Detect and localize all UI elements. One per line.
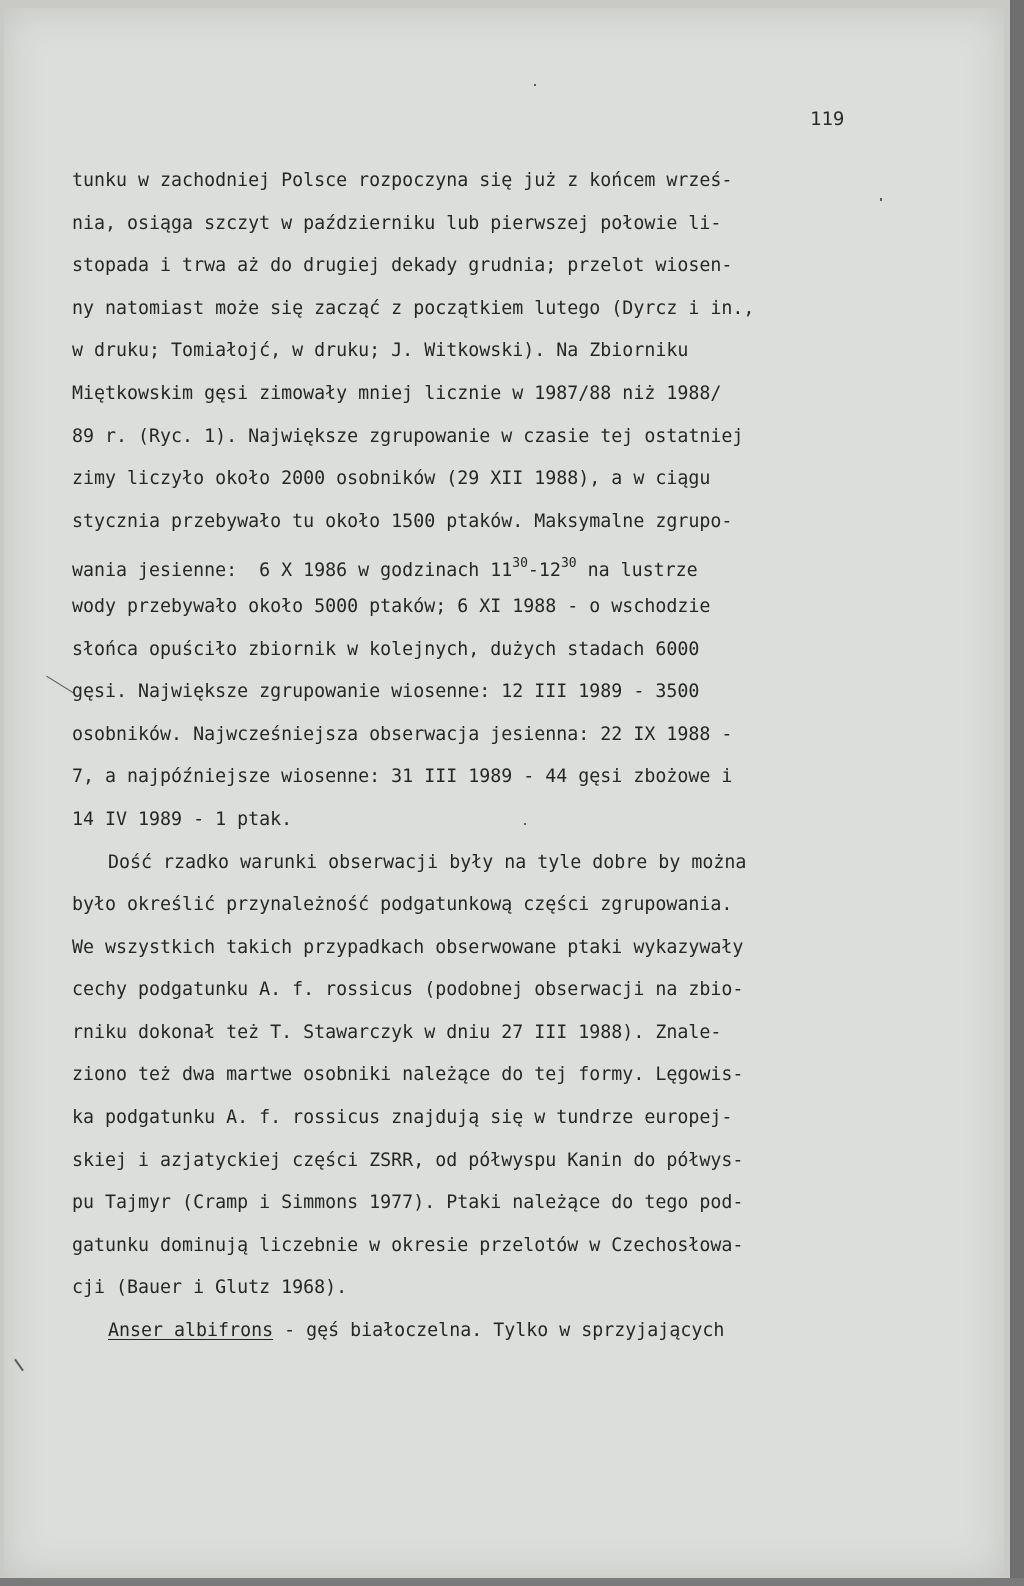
text-line: pu Tajmyr (Cramp i Simmons 1977). Ptaki należące do tego pod- bbox=[72, 1192, 744, 1214]
paper-speck bbox=[534, 84, 536, 86]
text-line: osobników. Najwcześniejsza obserwacja jesienna: 22 IX 1988 - bbox=[72, 723, 733, 745]
paragraph-2 bbox=[72, 842, 872, 1311]
text-segment: na lustrze bbox=[576, 560, 698, 582]
text-line: nia, osiąga szczyt w październiku lub pierwszej połowie li- bbox=[72, 212, 722, 234]
text-line: Dość rzadko warunki obserwacji były na tyle dobre by można bbox=[108, 851, 747, 873]
text-line: wody przebywało około 5000 ptaków; 6 XI 1988 - o wschodzie bbox=[72, 595, 711, 617]
text-line: cji (Bauer i Glutz 1968). bbox=[72, 1277, 348, 1299]
text-line: rniku dokonał też T. Stawarczyk w dniu 27 III 1988). Znale- bbox=[72, 1021, 722, 1043]
text-line: Miętkowskim gęsi zimowały mniej licznie w 1987/88 niż 1988/ bbox=[72, 382, 722, 404]
text-line: gęsi. Największe zgrupowanie wiosenne: 12 III 1989 - 3500 bbox=[72, 681, 700, 703]
text-line: stopada i trwa aż do drugiej dekady grudnia; przelot wiosen- bbox=[72, 255, 733, 277]
species-heading-line bbox=[72, 1310, 872, 1353]
scan-edge-bottom bbox=[0, 1578, 1024, 1586]
superscript: 30 bbox=[512, 556, 528, 572]
document-text bbox=[72, 160, 872, 1353]
superscript: 30 bbox=[560, 556, 577, 572]
text-line: ka podgatunku A. f. rossicus znajdują się w tundrze europej- bbox=[72, 1107, 733, 1129]
species-name: Anser albifrons bbox=[108, 1320, 274, 1342]
text-line-with-superscript bbox=[72, 543, 872, 586]
paper-speck bbox=[14, 1359, 24, 1372]
paper-speck bbox=[880, 198, 882, 201]
paragraph-1 bbox=[72, 160, 872, 842]
text-line: ny natomiast może się zacząć z początkiem lutego (Dyrcz i in., bbox=[72, 297, 755, 319]
text-line: gatunku dominują liczebnie w okresie przelotów w Czechosłowa- bbox=[72, 1234, 744, 1256]
text-line: We wszystkich takich przypadkach obserwowane ptaki wykazywały bbox=[72, 936, 744, 958]
text-line: 14 IV 1989 - 1 ptak. bbox=[72, 808, 293, 830]
text-line: słońca opuściło zbiornik w kolejnych, dużych stadach 6000 bbox=[72, 638, 700, 660]
paper-scratch bbox=[46, 676, 74, 694]
scan-edge-right bbox=[1010, 0, 1024, 1586]
text-line: skiej i azjatyckiej części ZSRR, od półwyspu Kanin do półwys- bbox=[72, 1149, 744, 1171]
text-line: zimy liczyło około 2000 osobników (29 XII 1988), a w ciągu bbox=[72, 468, 711, 490]
text-segment: - gęś białoczelna. Tylko w sprzyjających bbox=[273, 1320, 725, 1342]
text-line: stycznia przebywało tu około 1500 ptaków. Maksymalne zgrupo- bbox=[72, 510, 733, 532]
text-line: w druku; Tomiałojć, w druku; J. Witkowski). Na Zbiorniku bbox=[72, 340, 689, 362]
text-segment: wania jesienne: 6 X 1986 w godzinach 11 bbox=[72, 560, 513, 582]
text-line: tunku w zachodniej Polsce rozpoczyna się już z końcem wrześ- bbox=[72, 170, 733, 191]
text-line: 89 r. (Ryc. 1). Największe zgrupowanie w czasie tej ostatniej bbox=[72, 425, 744, 447]
text-line: ziono też dwa martwe osobniki należące do tej formy. Lęgowis- bbox=[72, 1064, 744, 1086]
text-line: 7, a najpóźniejsze wiosenne: 31 III 1989 - 44 gęsi zbożowe i bbox=[72, 766, 733, 788]
page-number: 119 bbox=[810, 108, 845, 130]
text-line: cechy podgatunku A. f. rossicus (podobnej obserwacji na zbio- bbox=[72, 979, 744, 1001]
text-segment: -12 bbox=[527, 560, 561, 582]
text-line: było określić przynależność podgatunkową części zgrupowania. bbox=[72, 894, 733, 916]
